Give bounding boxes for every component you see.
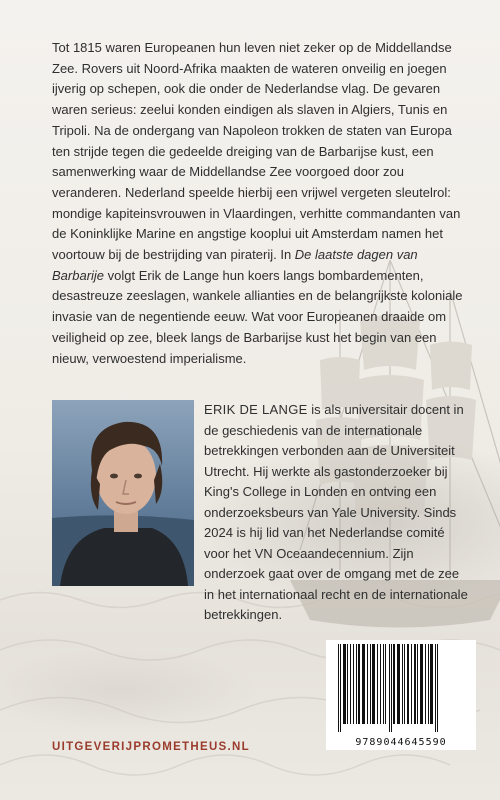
- barcode-bars: [336, 644, 466, 732]
- barcode-bar: [338, 644, 339, 732]
- barcode-bar: [393, 644, 395, 724]
- description-text-1: Tot 1815 waren Europeanen hun leven niet zeker op de Middellandse Zee. Rovers uit Noord-Afrika maakten de wateren onveilig en joegen ijverig op schepen, ook die onder de Nederlandse vlag. De gevaren waren serieus: zeelui konden eindigen als slaven in Algiers, Tunis en Tripoli. Na de ondergang van Napoleon trokken de staten van Europa ten strijde tegen die gedeelde dreiging van de Barbarijse kust, een samenwerking waar de Middellandse Zee voorgoed door zou veranderen. Nederland speelde hierbij een vrijwel vergeten sleutelrol: mondige kapiteinsvrouwen in Vlaardingen, verhitte commandanten van de Koninklijke Marine en angstige kooplui uit Amsterdam namen het voortouw bij de bestrijding van piraterij. In: [52, 40, 461, 263]
- barcode-bar: [353, 644, 354, 724]
- barcode-bar: [417, 644, 418, 724]
- barcode-bar: [402, 644, 403, 724]
- book-description: [52, 38, 464, 369]
- barcode-bar: [435, 644, 436, 732]
- barcode-bar: [391, 644, 392, 732]
- barcode-bar: [377, 644, 378, 724]
- barcode-bar: [372, 644, 375, 724]
- barcode-bar: [362, 644, 365, 724]
- isbn-barcode: [326, 640, 476, 750]
- author-name: ERIK DE LANGE: [204, 402, 308, 417]
- barcode-bar: [370, 644, 371, 724]
- barcode-bar: [356, 644, 357, 724]
- publisher-website[interactable]: UITGEVERIJPROMETHEUS.NL: [52, 741, 250, 753]
- barcode-bar: [420, 644, 423, 724]
- author-photo: [52, 400, 194, 586]
- barcode-bar: [407, 644, 409, 724]
- barcode-bar: [385, 644, 386, 724]
- author-bio: [204, 400, 472, 626]
- barcode-bar: [350, 644, 351, 724]
- book-title-italic: De laatste dagen van Barbarije: [52, 247, 418, 283]
- barcode-bar: [383, 644, 384, 724]
- author-bio-text: is als universitair docent in de geschiedenis van de internationale betrekkingen verbonden aan de Universiteit Utrecht. Hij werkte als gastonderzoeker bij King's College in Londen en ontving een onderzoeksbeurs van Yale University. Sinds 2024 is hij lid van het Nederlandse comité voor het VN Oceaandecennium. Zijn onderzoek gaat over de omgang met de zee in het internationaal recht en de internationale betrekkingen.: [204, 402, 468, 622]
- barcode-bar: [397, 644, 400, 724]
- barcode-bar: [430, 644, 433, 724]
- barcode-bar: [367, 644, 368, 724]
- barcode-bar: [343, 644, 346, 724]
- barcode-bar: [340, 644, 341, 732]
- barcode-bar: [411, 644, 412, 724]
- barcode-bar: [428, 644, 429, 724]
- description-text-2: volgt Erik de Lange hun koers langs bombardementen, desastreuze zeeslagen, wankele allianties en de belangrijkste koloniale invasie van de negentiende eeuw. Wat voor Europeanen draaide om veiligheid op zee, bleek langs de Barbarijse kust het begin van een nieuw, verwoestend imperialisme.: [52, 267, 463, 366]
- barcode-bar: [425, 644, 426, 724]
- isbn-number: 9789044645590: [355, 737, 447, 748]
- barcode-bar: [437, 644, 438, 732]
- barcode-bar: [358, 644, 360, 724]
- barcode-bar: [404, 644, 405, 724]
- barcode-bar: [380, 644, 381, 724]
- barcode-bar: [347, 644, 348, 724]
- barcode-bar: [414, 644, 416, 724]
- barcode-bar: [389, 644, 390, 732]
